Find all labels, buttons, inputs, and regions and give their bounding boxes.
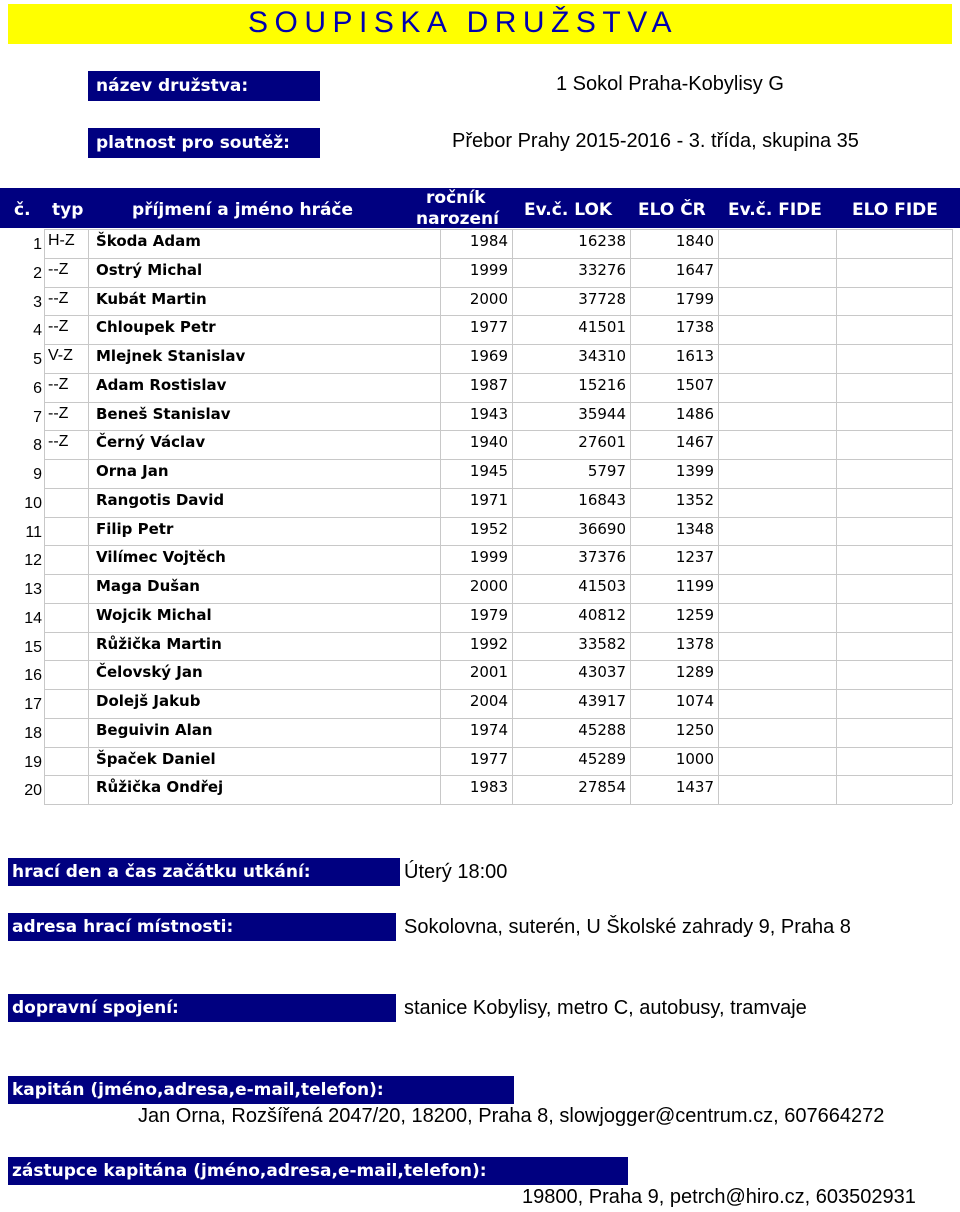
table-row: [0, 229, 960, 258]
vice-captain-label: zástupce kapitána (jméno,adresa,e-mail,telefon):: [8, 1157, 628, 1185]
col-elo-fide-header: ELO FIDE: [852, 200, 938, 220]
player-evc-lok: 36690: [578, 519, 626, 538]
player-type: --Z: [48, 375, 69, 393]
player-birth-year: 1992: [469, 634, 508, 653]
player-elo-cr: 1399: [675, 462, 714, 480]
player-number: 16: [24, 667, 42, 685]
captain-value: Jan Orna, Rozšířená 2047/20, 18200, Praha 8, slowjogger@centrum.cz, 607664272: [138, 1105, 885, 1127]
col-name-header: příjmení a jméno hráče: [132, 200, 354, 220]
player-type: --Z: [48, 289, 69, 307]
player-number: 19: [24, 753, 42, 771]
player-birth-year: 1945: [469, 462, 508, 480]
player-name: Kubát Martin: [96, 289, 207, 308]
address-label: adresa hrací místnosti:: [8, 913, 396, 941]
player-name: Maga Dušan: [96, 577, 200, 595]
player-elo-cr: 1647: [675, 260, 714, 279]
table-row: [0, 373, 960, 402]
player-elo-cr: 1738: [675, 318, 714, 337]
player-number: 8: [33, 437, 42, 455]
player-elo-cr: 1352: [675, 490, 714, 509]
col-evc-fide-header: Ev.č. FIDE: [728, 200, 822, 220]
player-elo-cr: 1437: [675, 778, 714, 797]
vice-captain-value: 19800, Praha 9, petrch@hiro.cz, 603502931: [522, 1186, 916, 1208]
team-name-label: název družstva:: [88, 71, 320, 101]
player-elo-cr: 1259: [675, 605, 714, 624]
player-name: Adam Rostislav: [96, 375, 227, 394]
competition-label: platnost pro soutěž:: [88, 128, 320, 158]
table-row: [0, 459, 960, 488]
player-evc-lok: 41503: [578, 577, 626, 595]
player-name: Růžička Ondřej: [96, 778, 224, 797]
player-evc-lok: 35944: [578, 404, 626, 423]
player-birth-year: 1999: [469, 548, 508, 567]
player-elo-cr: 1199: [675, 577, 714, 595]
col-elo-cr-header: ELO ČR: [638, 200, 706, 220]
player-number: 11: [25, 523, 42, 541]
player-type: --Z: [48, 260, 69, 278]
player-evc-lok: 40812: [578, 605, 626, 624]
transport-label: dopravní spojení:: [8, 994, 396, 1022]
player-birth-year: 1987: [469, 375, 508, 394]
player-birth-year: 1999: [469, 260, 508, 279]
table-row: [0, 574, 960, 603]
player-number: 9: [33, 466, 42, 483]
player-evc-lok: 33276: [578, 260, 626, 279]
player-number: 20: [24, 782, 42, 800]
col-year-header-line1: ročník: [426, 188, 486, 208]
player-birth-year: 1977: [469, 318, 508, 337]
player-number: 12: [24, 552, 42, 570]
table-row: [0, 747, 960, 776]
player-evc-lok: 45288: [578, 720, 626, 739]
table-header: [0, 188, 960, 228]
player-evc-lok: 5797: [587, 462, 626, 480]
player-name: Růžička Martin: [96, 634, 222, 653]
competition-value: Přebor Prahy 2015-2016 - 3. třída, skupina 35: [452, 130, 859, 152]
player-birth-year: 1974: [469, 720, 508, 739]
player-name: Škoda Adam: [96, 232, 201, 250]
player-birth-year: 1977: [469, 749, 508, 768]
table-row: [0, 488, 960, 517]
player-number: 2: [33, 264, 42, 282]
player-elo-cr: 1840: [675, 232, 714, 250]
player-birth-year: 2004: [469, 692, 508, 710]
player-birth-year: 1952: [469, 519, 508, 538]
player-birth-year: 1983: [469, 778, 508, 797]
col-num-header: č.: [14, 200, 31, 220]
player-type: V-Z: [48, 347, 73, 364]
player-number: 1: [33, 236, 42, 253]
play-time-value: Úterý 18:00: [404, 861, 508, 883]
player-elo-cr: 1000: [675, 749, 714, 768]
table-row: [0, 718, 960, 747]
player-name: Filip Petr: [96, 519, 174, 538]
col-evc-lok-header: Ev.č. LOK: [524, 200, 613, 220]
player-number: 13: [24, 581, 42, 598]
table-row: [0, 632, 960, 661]
player-birth-year: 2000: [469, 289, 508, 308]
transport-value: stanice Kobylisy, metro C, autobusy, tramvaje: [404, 997, 807, 1019]
player-evc-lok: 37376: [578, 548, 626, 567]
player-birth-year: 2000: [469, 577, 508, 595]
player-evc-lok: 41501: [578, 318, 626, 337]
table-row: [0, 344, 960, 373]
player-number: 15: [24, 638, 42, 656]
player-number: 5: [33, 351, 42, 368]
player-elo-cr: 1289: [675, 663, 714, 682]
player-birth-year: 1984: [469, 232, 508, 250]
player-birth-year: 1943: [469, 404, 508, 423]
player-evc-lok: 45289: [578, 749, 626, 768]
player-elo-cr: 1250: [675, 720, 714, 739]
player-evc-lok: 27601: [578, 433, 626, 452]
table-row: [0, 517, 960, 546]
player-name: Rangotis David: [96, 490, 225, 509]
player-name: Čelovský Jan: [96, 663, 203, 682]
player-birth-year: 1940: [469, 433, 508, 452]
team-name-value: 1 Sokol Praha-Kobylisy G: [556, 73, 784, 95]
player-evc-lok: 33582: [578, 634, 626, 653]
player-elo-cr: 1486: [675, 404, 714, 423]
player-number: 6: [33, 379, 42, 397]
player-name: Ostrý Michal: [96, 260, 203, 279]
player-number: 3: [33, 293, 42, 311]
table-row: [0, 660, 960, 689]
play-time-label: hrací den a čas začátku utkání:: [8, 858, 400, 886]
player-name: Chloupek Petr: [96, 318, 216, 337]
player-evc-lok: 16238: [578, 232, 626, 250]
table-row: [0, 603, 960, 632]
table-row: [0, 430, 960, 459]
player-evc-lok: 37728: [578, 289, 626, 308]
player-elo-cr: 1348: [675, 519, 714, 538]
table-row: [0, 287, 960, 316]
player-elo-cr: 1613: [675, 347, 714, 365]
player-name: Wojcik Michal: [96, 605, 212, 624]
player-number: 17: [24, 696, 42, 713]
col-typ-header: typ: [52, 200, 84, 220]
player-number: 10: [24, 494, 42, 512]
player-elo-cr: 1799: [675, 289, 714, 308]
player-evc-lok: 43037: [578, 663, 626, 682]
player-name: Beguivin Alan: [96, 720, 213, 739]
player-name: Vilímec Vojtěch: [96, 548, 226, 567]
player-birth-year: 1979: [469, 605, 508, 624]
page-title: SOUPISKA DRUŽSTVA: [248, 6, 679, 39]
table-row: [0, 258, 960, 287]
player-name: Beneš Stanislav: [96, 404, 231, 423]
table-row: [0, 315, 960, 344]
player-birth-year: 1971: [469, 490, 508, 509]
player-evc-lok: 27854: [578, 778, 626, 797]
player-number: 4: [33, 322, 42, 340]
player-birth-year: 1969: [469, 347, 508, 365]
player-elo-cr: 1378: [675, 634, 714, 653]
captain-label: kapitán (jméno,adresa,e-mail,telefon):: [8, 1076, 514, 1104]
table-row: [0, 545, 960, 574]
table-row: [0, 775, 960, 804]
player-type: --Z: [48, 433, 69, 451]
player-name: Černý Václav: [96, 433, 206, 452]
player-evc-lok: 15216: [578, 375, 626, 394]
table-row: [0, 689, 960, 718]
player-name: Mlejnek Stanislav: [96, 347, 246, 365]
player-type: --Z: [48, 404, 69, 422]
address-value: Sokolovna, suterén, U Školské zahrady 9, Praha 8: [404, 916, 851, 938]
player-type: --Z: [48, 318, 69, 336]
player-name: Dolejš Jakub: [96, 692, 201, 710]
player-birth-year: 2001: [469, 663, 508, 682]
player-number: 18: [24, 724, 42, 742]
player-elo-cr: 1074: [675, 692, 714, 710]
player-name: Orna Jan: [96, 462, 169, 480]
player-elo-cr: 1237: [675, 548, 714, 567]
player-elo-cr: 1467: [675, 433, 714, 452]
player-evc-lok: 16843: [578, 490, 626, 509]
table-row: [0, 402, 960, 431]
player-number: 7: [33, 408, 42, 426]
player-type: H-Z: [48, 232, 75, 249]
player-number: 14: [24, 609, 42, 627]
player-elo-cr: 1507: [675, 375, 714, 394]
col-year-header-line2: narození: [416, 209, 499, 229]
player-evc-lok: 43917: [578, 692, 626, 710]
player-evc-lok: 34310: [578, 347, 626, 365]
player-name: Špaček Daniel: [96, 749, 216, 768]
